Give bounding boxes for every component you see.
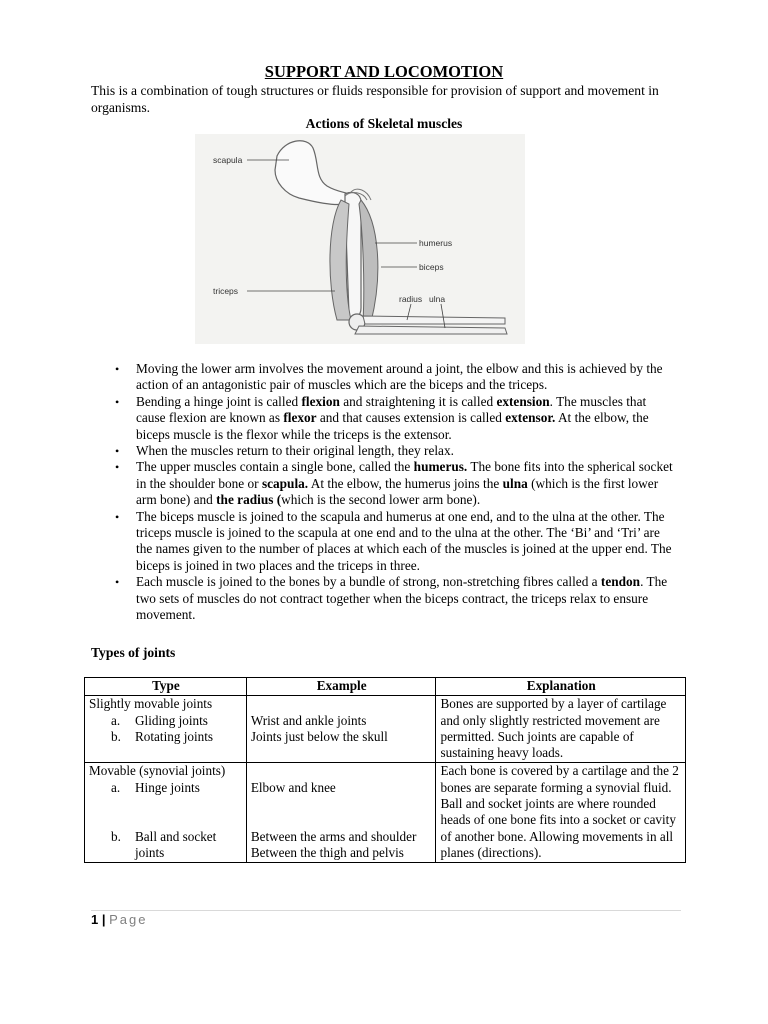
figure-heading: Actions of Skeletal muscles: [305, 116, 463, 131]
bullet-dot-icon: •: [115, 575, 120, 590]
joint-type: Movable (synovial joints): [89, 763, 226, 779]
bold-term: extensor.: [505, 410, 556, 426]
bullet-text: At the elbow, the humerus joins the: [308, 475, 503, 491]
bullet-list: [115, 361, 675, 624]
ulna-bone: [355, 326, 507, 334]
page-label: Page: [109, 912, 148, 927]
explanation-text: Ball and socket joints are where rounded heads of one bone fits into a socket or cavity of another bone. Allowing movements in all planes (directions).: [440, 796, 676, 860]
arm-muscles-figure: [195, 134, 525, 344]
table-header-row: [85, 678, 686, 696]
bullet-text: The bone fits into the spherical socket in the shoulder bone or: [136, 459, 673, 491]
column-header: Example: [246, 678, 436, 696]
bullet-item: [115, 394, 675, 443]
example-text: Wrist and ankle joints: [250, 712, 367, 728]
joints-heading: Types of joints: [91, 645, 176, 660]
joint-type: Slightly movable joints: [89, 696, 213, 712]
bullet-text: and straightening it is called: [339, 393, 497, 409]
joint-subtype: [89, 829, 243, 862]
table-row: [85, 763, 686, 863]
example-text: Between the thigh and pelvis: [250, 844, 404, 860]
bullet-item: [115, 361, 675, 394]
label-scapula: scapula: [213, 155, 243, 165]
subtype-label: [135, 829, 216, 862]
bullet-dot-icon: •: [115, 444, 120, 459]
example-text: Between the arms and shoulder: [250, 828, 417, 844]
subtype-label: Hinge joints: [135, 779, 200, 795]
bullet-item: [115, 509, 675, 575]
bullet-text: Bending a hinge joint is called: [136, 393, 302, 409]
example-text: Elbow and knee: [250, 779, 336, 795]
subtype-label: Gliding joints: [135, 712, 208, 728]
explanation-cell: Bones are supported by a layer of cartilage and only slightly restricted movement are permitted. Such joints are capable of sustaining heavy loads.: [436, 696, 686, 763]
column-header: Type: [85, 678, 247, 696]
label-biceps: biceps: [419, 262, 444, 272]
subtype-label-line: Ball and socket: [135, 828, 217, 844]
label-ulna: ulna: [429, 294, 446, 304]
bullet-text: When the muscles return to their original length, they relax.: [136, 443, 454, 459]
bold-term: humerus.: [413, 459, 468, 475]
bullet-text: which is the second lower arm bone).: [281, 492, 481, 508]
subtype-label-line: joints: [135, 844, 165, 860]
bullet-text: and that causes extension is called: [316, 410, 506, 426]
bold-term: scapula.: [261, 475, 309, 491]
subtype-letter: a.: [111, 779, 121, 795]
bold-term: tendon: [600, 574, 641, 590]
bullet-text: Moving the lower arm involves the movement around a joint, the elbow and this is achieved by the action of an antagonistic pair of muscles which are the biceps and the triceps.: [136, 361, 663, 393]
bullet-dot-icon: •: [115, 509, 120, 524]
label-radius: radius: [399, 294, 423, 304]
bullet-dot-icon: •: [115, 394, 120, 409]
bullet-item: [115, 459, 675, 508]
bullet-item: [115, 574, 675, 623]
scapula-bone: [275, 141, 349, 205]
page-title: SUPPORT AND LOCOMOTION: [264, 62, 504, 81]
joints-table: [84, 677, 686, 863]
page-footer: [91, 912, 148, 927]
bold-term: flexion: [301, 393, 340, 409]
table-row: [85, 696, 686, 763]
subtype-letter: a.: [111, 712, 121, 728]
footer-separator: |: [101, 912, 106, 927]
bullet-text: The upper muscles contain a single bone, called the: [136, 459, 414, 475]
label-triceps: triceps: [213, 286, 239, 296]
bullet-text: The biceps muscle is joined to the scapula and humerus at one end, and to the ulna at the other. The triceps muscle is joined to the scapula at one end and to the ulna at the other. The ‘Bi’ and ‘Tri’ are the names given to the number of places at which each of the muscles is joined at the upper end. The biceps is joined in two places and the triceps in three.: [136, 508, 672, 573]
joint-subtype: [89, 713, 243, 729]
bullet-text: At the elbow, the biceps muscle is the flexor while the triceps is the extensor.: [136, 410, 649, 442]
bullet-text: Each muscle is joined to the bones by a bundle of strong, non-stretching fibres called a: [136, 574, 601, 590]
bullet-text: . The muscles that cause flexion are known as: [136, 393, 647, 426]
type-cell: [85, 696, 247, 763]
bold-term: extension: [496, 393, 550, 409]
radius-bone: [363, 316, 505, 324]
intro-paragraph: This is a combination of tough structures or fluids responsible for provision of support and movement in organisms.: [91, 83, 659, 115]
subtype-letter: b.: [111, 828, 121, 844]
page-number: 1: [91, 912, 99, 927]
footer-divider: [91, 910, 681, 911]
example-cell: [246, 696, 436, 763]
joint-subtype: [89, 780, 243, 796]
biceps-muscle: [359, 200, 378, 322]
bullet-item: [115, 443, 675, 459]
bold-term: ulna: [502, 475, 528, 491]
label-humerus: humerus: [419, 238, 453, 248]
bold-term: the radius (: [216, 492, 282, 508]
bullet-dot-icon: •: [115, 460, 120, 475]
joint-subtype: [89, 729, 243, 745]
bold-term: flexor: [283, 410, 317, 426]
arm-diagram: [195, 134, 525, 344]
column-header: Explanation: [436, 678, 686, 696]
bullet-dot-icon: •: [115, 362, 120, 376]
example-text: Joints just below the skull: [250, 728, 388, 744]
example-cell: [246, 763, 436, 863]
type-cell: [85, 763, 247, 863]
explanation-text: Each bone is covered by a cartilage and the 2 bones are separate forming a synovial fluid.: [440, 763, 679, 795]
explanation-cell: [436, 763, 686, 863]
bullet-text: (which is the first lower arm bone) and: [136, 475, 659, 508]
subtype-letter: b.: [111, 728, 121, 744]
subtype-label: Rotating joints: [135, 728, 214, 744]
bullet-text: . The two sets of muscles do not contract together when the biceps contract, the triceps relax to ensure movement.: [136, 574, 668, 623]
